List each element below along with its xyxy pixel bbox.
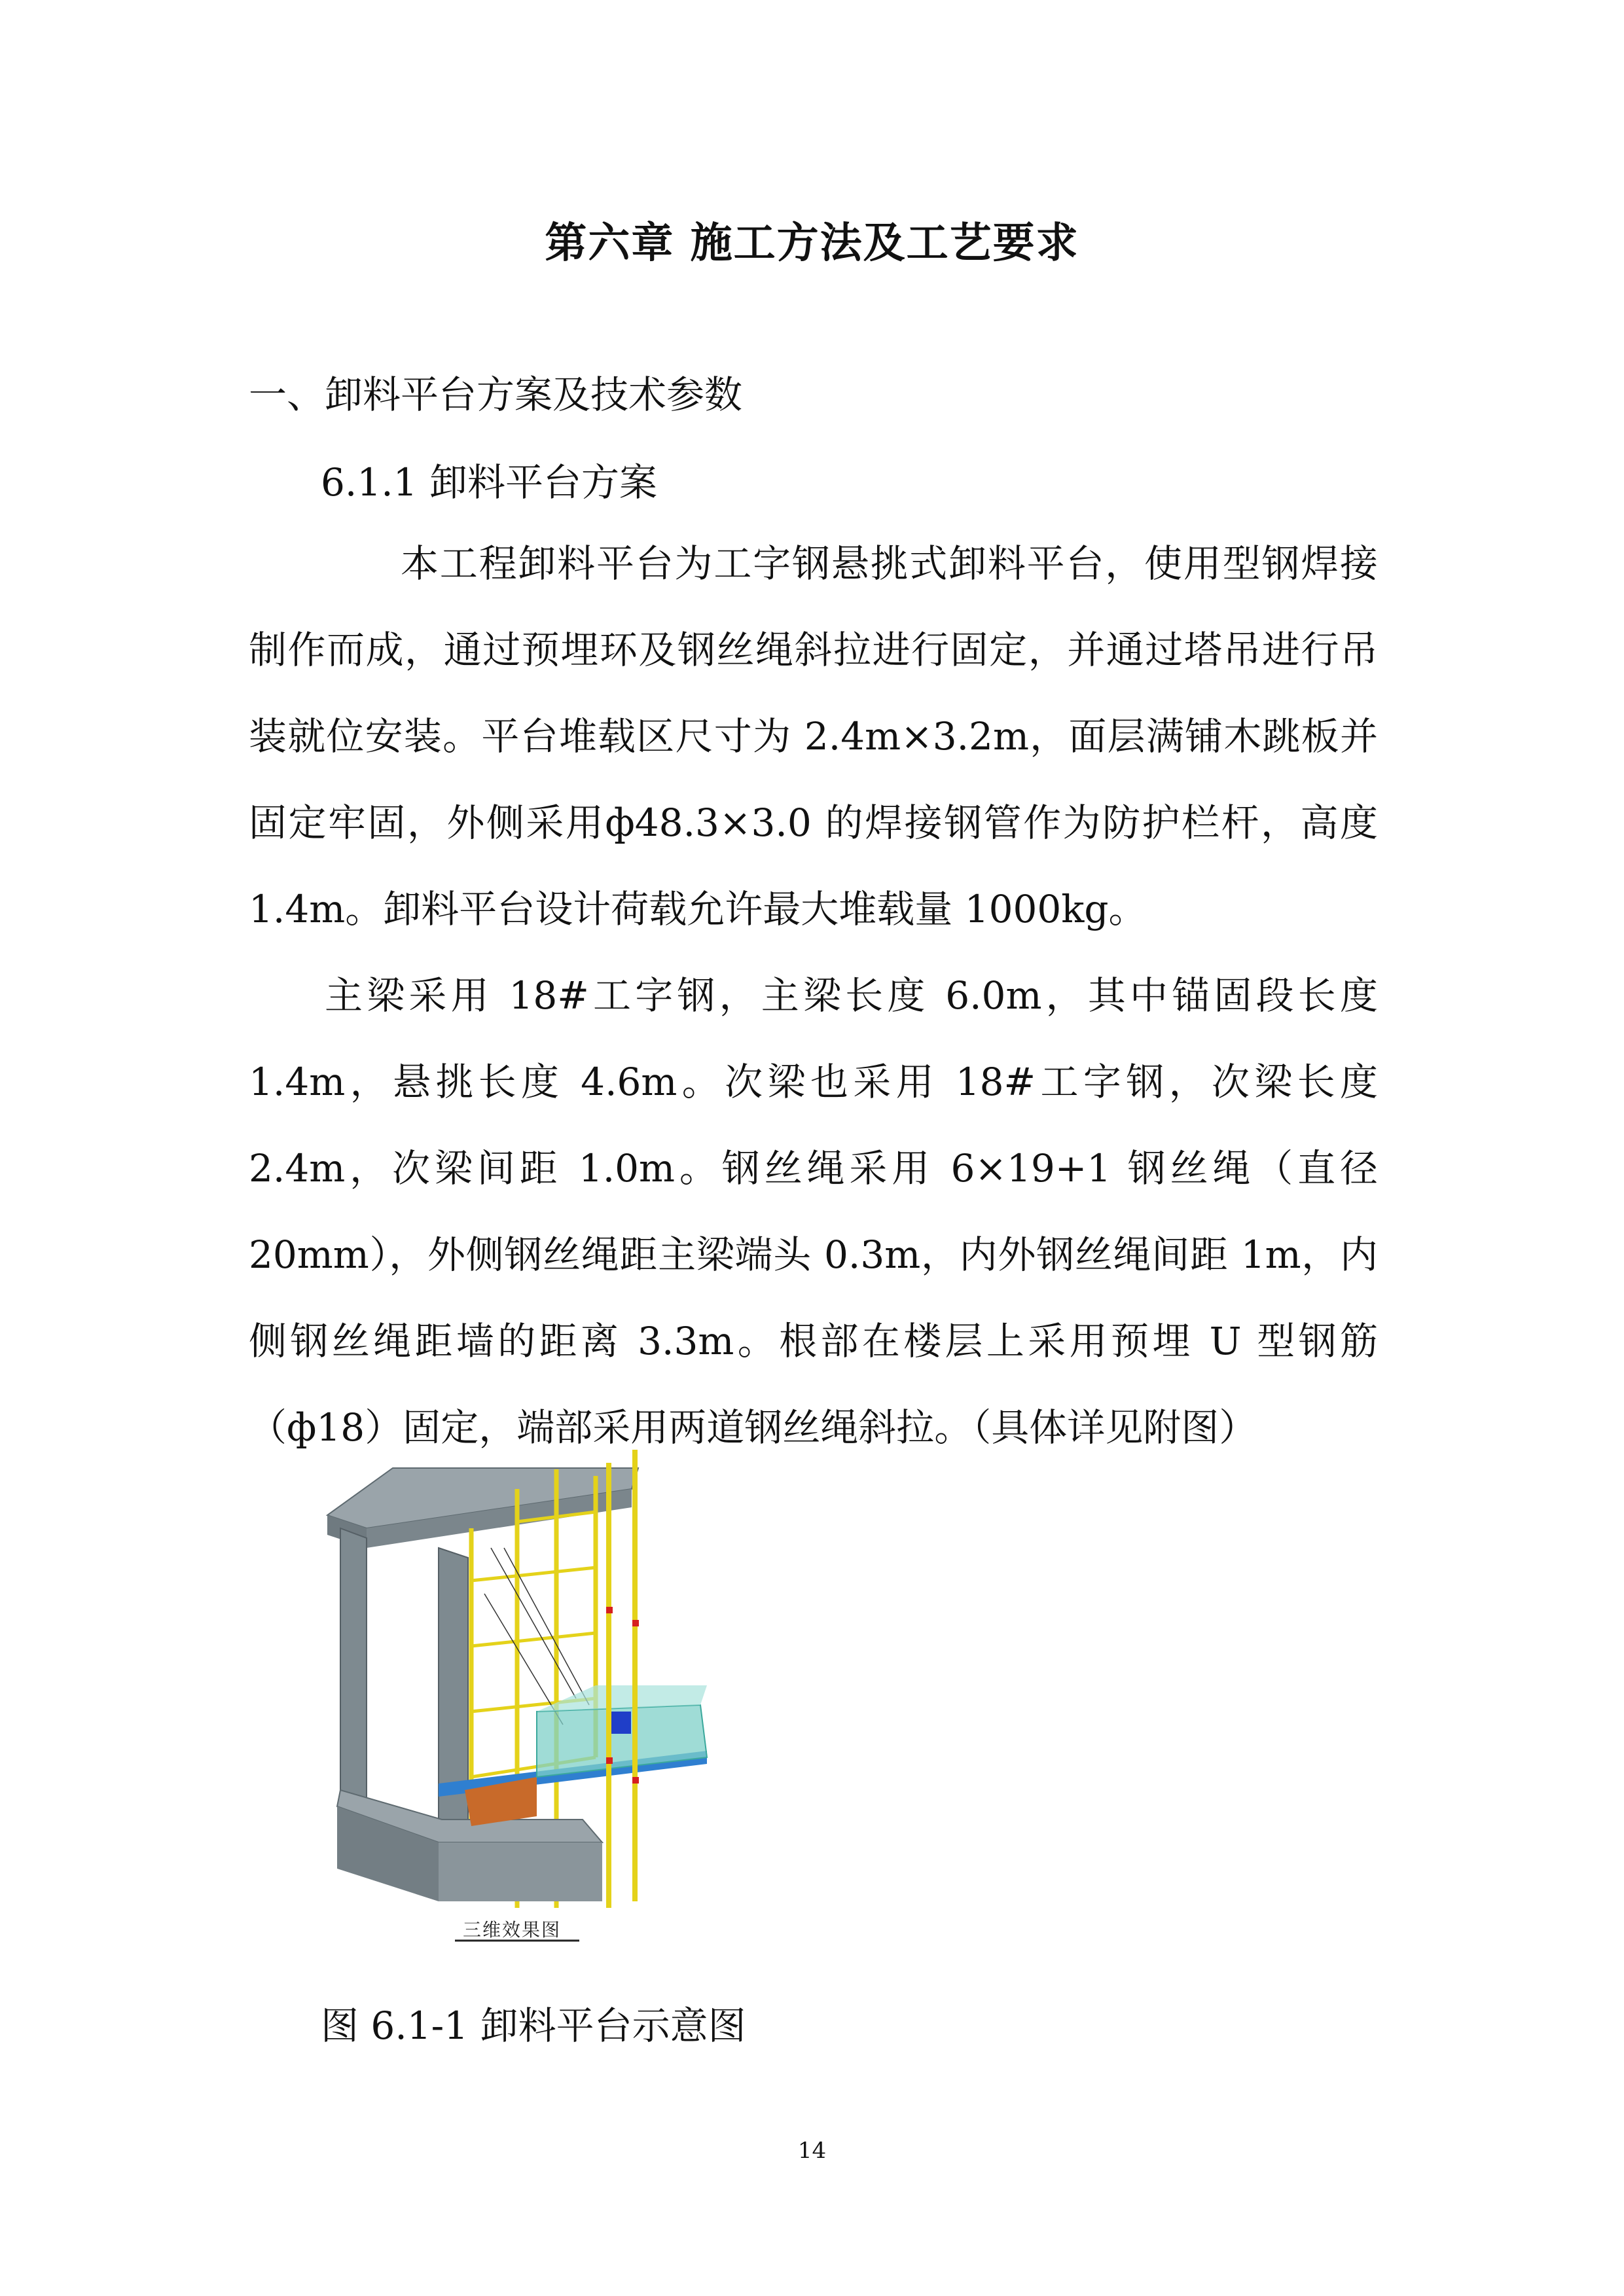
- platform-3d-illustration: [321, 1450, 727, 1947]
- figure-image-label: 三维效果图: [463, 1919, 562, 1941]
- subsection-heading: 6.1.1 卸料平台方案: [321, 460, 658, 505]
- figure-caption: 图 6.1-1 卸料平台示意图: [321, 2003, 746, 2048]
- section-heading: 一、卸料平台方案及技术参数: [249, 372, 743, 417]
- body-paragraph-1: 本工程卸料平台为工字钢悬挑式卸料平台，使用型钢焊接制作而成，通过预埋环及钢丝绳斜拉进行固定，并通过塔吊进行吊装就位安装。平台堆载区尺寸为 2.4m×3.2m，面层满铺木跳板并固定牢固，外侧采用ф48.3×3.0 的焊接钢管作为防护栏杆，高度 1.4m。卸料平台设计荷载允许最大堆载量 1000kg。: [249, 541, 1378, 931]
- platform-3d-figure: [321, 1450, 727, 1947]
- chapter-title: 第六章 施工方法及工艺要求: [545, 219, 1079, 268]
- page-number: 14: [797, 2138, 827, 2164]
- body-paragraph-2: 主梁采用 18#工字钢，主梁长度 6.0m，其中锚固段长度 1.4m，悬挑长度 4.6m。次梁也采用 18#工字钢，次梁长度 2.4m，次梁间距 1.0m。钢丝绳采用 6×19+1 钢丝绳（直径 20mm），外侧钢丝绳距主梁端头 0.3m，内外钢丝绳间距 1m，内侧钢丝绳距墙的距离 3.3m。根部在楼层上采用预埋 U 型钢筋（ф18）固定，端部采用两道钢丝绳斜拉。（具体详见附图）: [249, 973, 1378, 1450]
